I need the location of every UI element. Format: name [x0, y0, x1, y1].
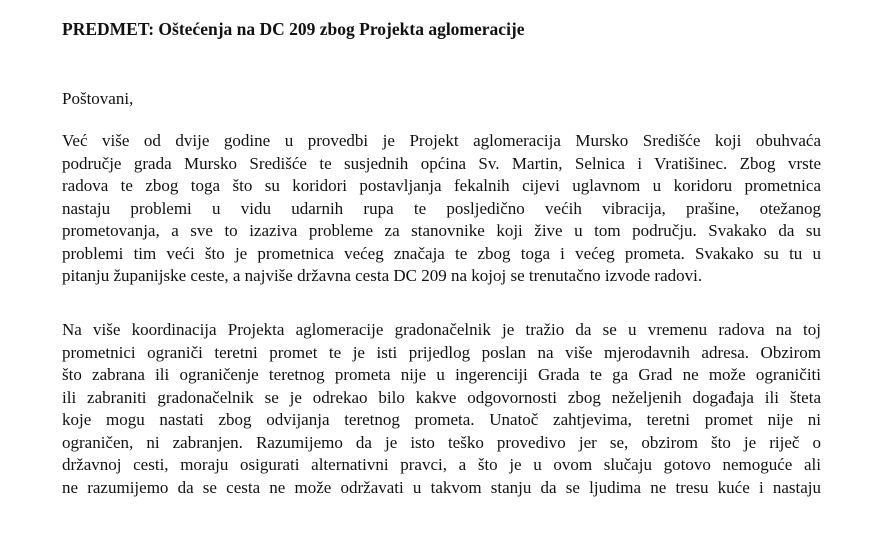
paragraph-2: [62, 319, 821, 499]
document-subject: PREDMET: Oštećenja na DC 209 zbog Projekta aglomeracije: [62, 19, 525, 39]
paragraph-line: Na više koordinacija Projekta aglomeracije gradonačelnik je tražio da se u vremenu radova na toj: [62, 320, 821, 339]
paragraph-line: ne razumijemo da se cesta ne može održavati u takvom stanju da se ljudima ne tresu kuće i nastaju: [62, 477, 821, 497]
paragraph-line: ograničen, ni zabranjen. Razumijemo da je isto teško provedivo jer se, obzirom što je riječ o: [62, 432, 821, 452]
paragraph-line: prometovanja, a sve to izaziva probleme za stanovnike koji žive u tom području. Svakako da su: [62, 221, 821, 240]
paragraph-line: koje mogu nastati zbog odvijanja teretnog prometa. Unatoč zahtjevima, teretni promet nije ni: [62, 410, 821, 429]
paragraph-line: radova te zbog toga što su koridori postavljanja fekalnih cijevi uglavnom u koridoru prometnica: [62, 176, 821, 195]
paragraph-line: Već više od dvije godine u provedbi je Projekt aglomeracija Mursko Središće koji obuhvaća: [62, 131, 821, 150]
paragraph-1: [62, 130, 821, 288]
paragraph-line: područje grada Mursko Središće te susjednih općina Sv. Martin, Selnica i Vratišinec. Zbog vrste: [62, 153, 821, 173]
paragraph-line: što zabrana ili ograničenje teretnog prometa nije u ingerenciji Grada te ga Grad ne može ograničiti: [62, 365, 821, 384]
paragraph-line: prometnici ograniči teretni promet te je isti prijedlog poslan na više mjerodavnih adresa. Obzirom: [62, 342, 821, 362]
paragraph-line: državnoj cesti, moraju osigurati alternativni pravci, a što je u ovom slučaju gotovo nemoguće ali: [62, 455, 821, 474]
salutation: Poštovani,: [62, 89, 134, 108]
paragraph-line: problemi tim veći što je prometnica većeg značaja te zbog toga i većeg prometa. Svakako su tu u: [62, 243, 821, 263]
paragraph-line: pitanju županijske ceste, a najviše državna cesta DC 209 na kojoj se trenutačno izvode radovi.: [62, 266, 703, 285]
paragraph-line: ili zabraniti gradonačelnik se je odrekao bilo kakve odgovornosti zbog neželjenih događaja ili šteta: [62, 387, 821, 407]
paragraph-line: nastaju problemi u vidu udarnih rupa te posljedično većih vibracija, prašine, otežanog: [62, 198, 821, 218]
